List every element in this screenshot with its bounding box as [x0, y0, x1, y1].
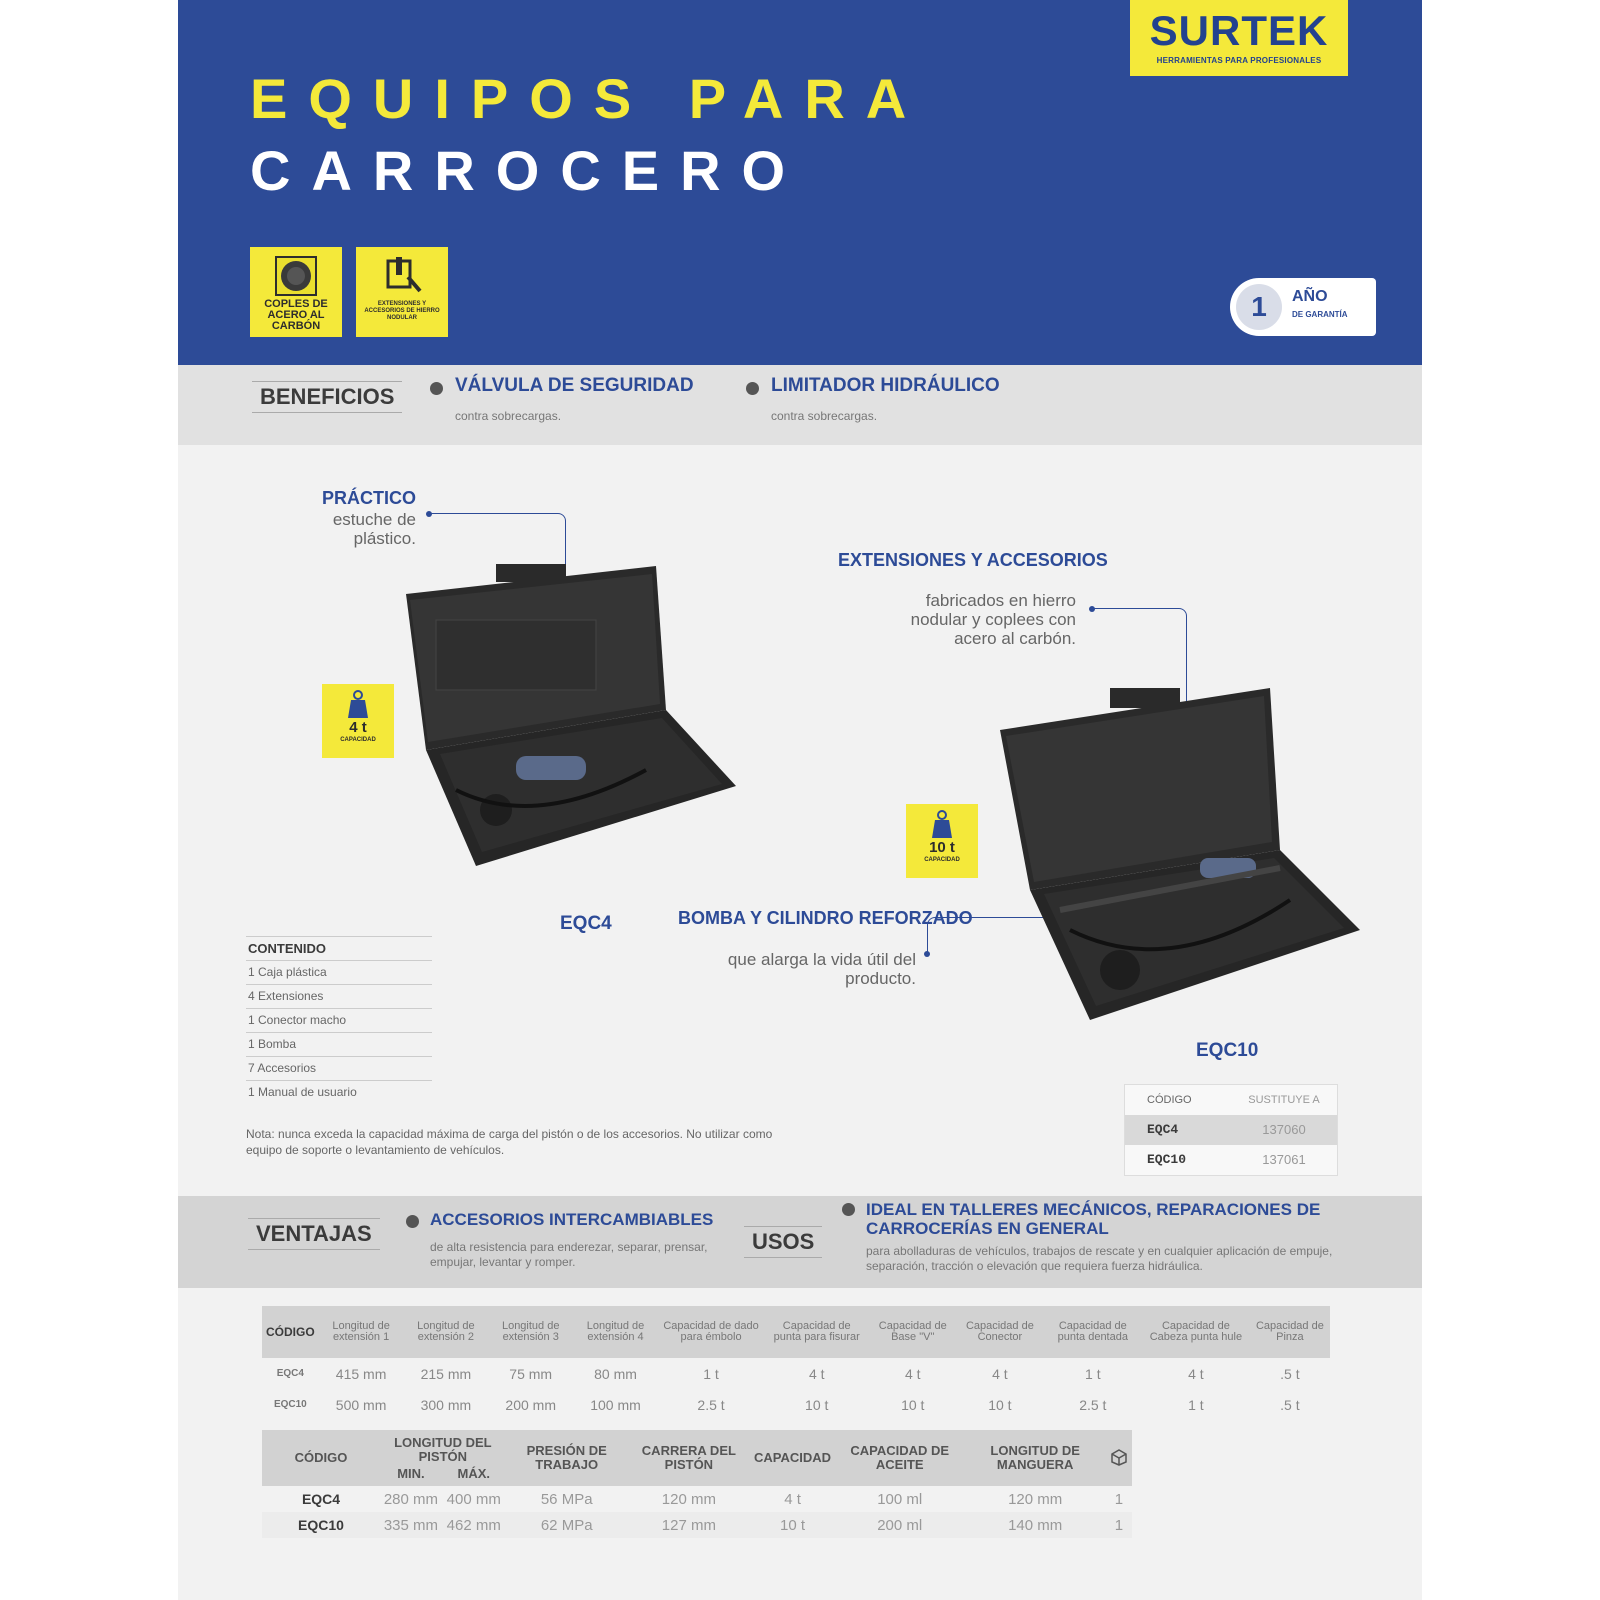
- model-name-eqc10: EQC10: [1196, 1040, 1259, 1061]
- warranty-sub: DE GARANTÍA: [1292, 310, 1348, 319]
- header-cell: LONGITUD DE MANGUERA: [964, 1430, 1106, 1486]
- header-cell: Longitud de extensión 2: [403, 1306, 488, 1358]
- table-cell: 10 t: [988, 1396, 1012, 1413]
- table-cell: 2.5 t: [697, 1396, 725, 1413]
- callout-desc-extensiones: fabricados en hierro nodular y coplees con acero al carbón.: [910, 591, 1076, 648]
- spec-table-accessories: [262, 1306, 1330, 1420]
- feature-badge-extensiones: [356, 247, 448, 337]
- feature-label-extensiones: EXTENSIONES Y ACCESORIOS DE HIERRO NODULAR: [364, 301, 440, 321]
- bullet-icon: [406, 1215, 419, 1228]
- title-line-1: EQUIPOS PARA: [250, 67, 928, 130]
- header-cell: CÓDIGO: [1147, 1094, 1192, 1106]
- product-image-eqc10: [990, 680, 1370, 1040]
- header-cell: LONGITUD DEL PISTÓN: [380, 1430, 506, 1466]
- table-cell: 1 t: [1188, 1396, 1204, 1413]
- hero-banner: [178, 0, 1422, 365]
- title-line-2: CARROCERO: [250, 139, 807, 202]
- table-cell: 4 t: [992, 1365, 1008, 1382]
- uses-title: IDEAL EN TALLERES MECÁNICOS, REPARACIONES DE CARROCERÍAS EN GENERAL: [866, 1200, 1321, 1238]
- extension-icon: [378, 255, 426, 297]
- table-cell: .5 t: [1280, 1365, 1300, 1382]
- contents-list: [246, 936, 432, 1104]
- codes-table: [1124, 1084, 1338, 1176]
- table-header: [1125, 1085, 1337, 1115]
- bullet-icon: [746, 382, 759, 395]
- safety-note: Nota: nunca exceda la capacidad máxima de carga del pistón o de los accesorios. No utilizar como equipo de soporte o levantamiento de vehículos.: [246, 1127, 773, 1157]
- capacity-badge-eqc10: [906, 804, 978, 878]
- table-cell: EQC4: [1147, 1122, 1179, 1137]
- table-cell: 500 mm: [335, 1396, 387, 1413]
- table-cell: 215 mm: [420, 1365, 472, 1382]
- table-cell: 1: [1106, 1512, 1132, 1538]
- header-cell: Capacidad de Base "V": [869, 1306, 956, 1358]
- table-cell: 120 mm: [1008, 1490, 1063, 1508]
- brand-tagline: HERRAMIENTAS PARA PROFESIONALES: [1156, 56, 1322, 65]
- table-cell: 62 MPa: [506, 1512, 628, 1538]
- header-cell: Capacidad de dado para émbolo: [658, 1306, 764, 1358]
- table-row: [262, 1358, 1330, 1389]
- advantages-title: ACCESORIOS INTERCAMBIABLES: [430, 1210, 714, 1229]
- table-cell: 300 mm: [420, 1396, 472, 1413]
- product-sheet: [178, 0, 1422, 1600]
- header-cell: PRESIÓN DE TRABAJO: [506, 1430, 628, 1486]
- capacity-label: CAPACIDAD: [340, 737, 376, 743]
- header-cell: CÓDIGO: [262, 1430, 380, 1486]
- table-cell: 100 ml: [877, 1490, 923, 1508]
- advantages-bar: [178, 1196, 1422, 1288]
- table-cell: 75 mm: [509, 1365, 553, 1382]
- capacity-label: CAPACIDAD: [924, 857, 960, 863]
- table-cell: 1 t: [703, 1365, 719, 1382]
- benefit-desc-2: contra sobrecargas.: [771, 409, 878, 423]
- table-cell: 200 mm: [505, 1396, 556, 1413]
- table-cell: 4 t: [784, 1490, 801, 1508]
- table-cell: 1 t: [1085, 1365, 1101, 1382]
- bullet-icon: [842, 1203, 855, 1216]
- benefit-title-1: VÁLVULA DE SEGURIDAD: [455, 375, 694, 396]
- table-cell: 140 mm: [964, 1512, 1106, 1538]
- table-header: [262, 1430, 1132, 1466]
- table-cell: 4 t: [1188, 1365, 1204, 1382]
- header-cell: Longitud de extensión 3: [488, 1306, 573, 1358]
- header-cell: CARRERA DEL PISTÓN: [628, 1430, 750, 1486]
- header-cell: Longitud de extensión 4: [573, 1306, 658, 1358]
- list-item: 1 Conector macho: [246, 1008, 432, 1032]
- table-cell: 400 mm: [446, 1490, 501, 1508]
- uses-label: USOS: [744, 1226, 822, 1258]
- table-cell: 10 t: [901, 1396, 925, 1413]
- header-cell: CAPACIDAD: [750, 1430, 835, 1486]
- coupler-icon: [272, 255, 320, 297]
- brand-logo: [1130, 0, 1348, 76]
- warranty-label: AÑO: [1292, 288, 1328, 305]
- header-cell: Capacidad de Cabeza punta hule: [1142, 1306, 1250, 1358]
- table-cell: 10 t: [805, 1396, 829, 1413]
- feature-badge-coples: [250, 247, 342, 337]
- header-cell: [1106, 1430, 1132, 1486]
- box-icon: [1110, 1448, 1128, 1466]
- benefits-label: BENEFICIOS: [252, 381, 402, 413]
- model-name-eqc4: EQC4: [560, 913, 612, 934]
- header-cell: Capacidad de punta dentada: [1044, 1306, 1142, 1358]
- advantages-label: VENTAJAS: [248, 1218, 380, 1250]
- table-cell: 4 t: [808, 1365, 825, 1382]
- callout-title-practico: PRÁCTICO: [322, 488, 416, 508]
- callout-desc-practico: estuche de plástico.: [332, 510, 416, 548]
- header-cell: Capacidad de Conector: [956, 1306, 1043, 1358]
- bullet-icon: [430, 382, 443, 395]
- table-cell: 56 MPa: [540, 1490, 593, 1508]
- spec-table-piston: [262, 1430, 1132, 1538]
- header-cell: CAPACIDAD DE ACEITE: [835, 1430, 964, 1486]
- table-cell: 415 mm: [335, 1365, 387, 1382]
- warranty-badge: [1230, 278, 1376, 336]
- table-cell: 4 t: [904, 1365, 921, 1382]
- list-item: 1 Caja plástica: [246, 960, 432, 984]
- header-cell: Capacidad de Pinza: [1250, 1306, 1330, 1358]
- table-row: [1125, 1115, 1337, 1145]
- table-cell: 80 mm: [594, 1365, 637, 1382]
- header-cell: Capacidad de punta para fisurar: [764, 1306, 869, 1358]
- table-cell: 280 mm: [383, 1490, 439, 1508]
- header-cell: Longitud de extensión 1: [319, 1306, 404, 1358]
- header-cell: MIN.: [380, 1466, 442, 1486]
- table-row: [262, 1512, 1132, 1538]
- table-cell: EQC4: [276, 1368, 304, 1379]
- list-item: 1 Bomba: [246, 1032, 432, 1056]
- list-item: 1 Manual de usuario: [246, 1080, 432, 1104]
- table-cell: 127 mm: [628, 1512, 750, 1538]
- callout-title-extensiones: EXTENSIONES Y ACCESORIOS: [838, 550, 1108, 570]
- table-cell: .5 t: [1280, 1396, 1300, 1413]
- callout-desc-bomba: que alarga la vida útil del producto.: [727, 950, 916, 988]
- benefits-bar: [178, 365, 1422, 445]
- table-cell: EQC10: [262, 1512, 380, 1538]
- contents-header: CONTENIDO: [246, 936, 432, 960]
- table-header: [262, 1306, 1330, 1358]
- capacity-value: 10 t: [929, 839, 955, 856]
- benefit-title-2: LIMITADOR HIDRÁULICO: [771, 375, 1000, 396]
- table-cell: 137061: [1262, 1152, 1306, 1167]
- advantages-desc: de alta resistencia para enderezar, separar, prensar, empujar, levantar y romper.: [430, 1240, 708, 1269]
- table-cell: 100 mm: [590, 1396, 641, 1413]
- table-row: [1125, 1145, 1337, 1175]
- weight-icon: [926, 808, 958, 840]
- brand-name: SURTEK: [1149, 7, 1329, 54]
- feature-label-coples: COPLES DE ACERO AL CARBÓN: [264, 298, 328, 332]
- table-cell: 462 mm: [442, 1512, 506, 1538]
- callout-title-bomba: BOMBA Y CILINDRO REFORZADO: [678, 908, 973, 928]
- uses-desc: para abolladuras de vehículos, trabajos de rescate y en cualquier aplicación de empuje, separación, tracción o elevación que requiera fuerza hidráulica.: [866, 1244, 1333, 1273]
- table-cell: EQC10: [1147, 1152, 1187, 1167]
- warranty-number: 1: [1236, 284, 1282, 330]
- capacity-badge-eqc4: [322, 684, 394, 758]
- header-cell: CÓDIGO: [262, 1306, 319, 1358]
- table-cell: 200 ml: [835, 1512, 964, 1538]
- header-cell: MÁX.: [442, 1466, 506, 1486]
- table-cell: EQC10: [273, 1399, 307, 1410]
- table-cell: 1: [1114, 1490, 1124, 1508]
- table-row: [262, 1486, 1132, 1512]
- product-image-eqc4: [396, 560, 741, 890]
- table-cell: 120 mm: [661, 1490, 716, 1508]
- table-cell: 335 mm: [380, 1512, 442, 1538]
- table-cell: 10 t: [750, 1512, 835, 1538]
- benefit-desc-1: contra sobrecargas.: [455, 409, 562, 423]
- capacity-value: 4 t: [349, 719, 367, 736]
- table-cell: EQC4: [301, 1491, 341, 1507]
- weight-icon: [342, 688, 374, 720]
- table-cell: 137060: [1262, 1122, 1306, 1137]
- header-cell: SUSTITUYE A: [1248, 1094, 1320, 1106]
- table-cell: 2.5 t: [1079, 1396, 1107, 1413]
- table-row: [262, 1389, 1330, 1420]
- list-item: 4 Extensiones: [246, 984, 432, 1008]
- list-item: 7 Accesorios: [246, 1056, 432, 1080]
